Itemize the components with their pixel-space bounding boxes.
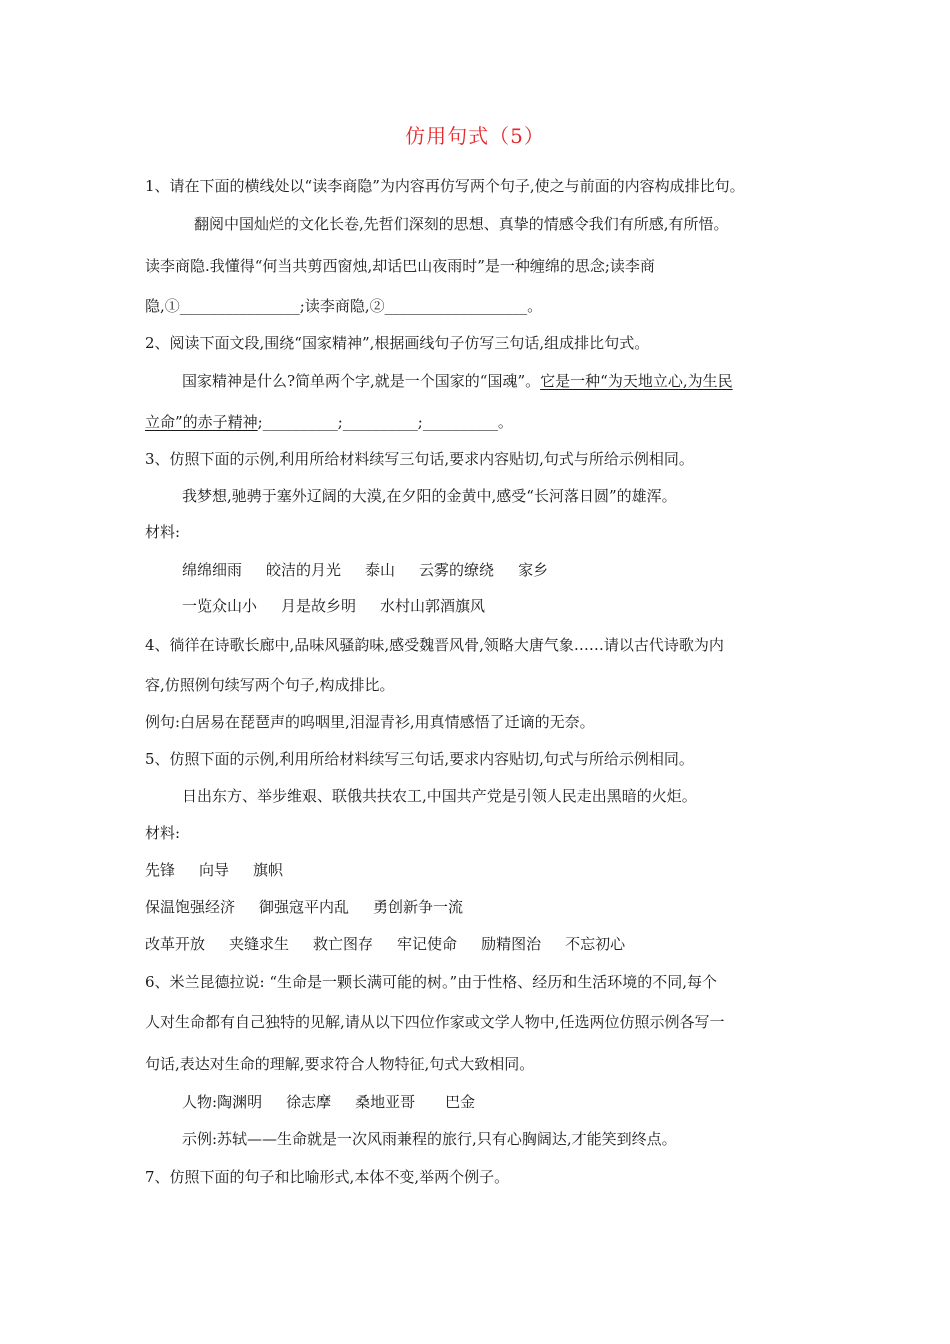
material-item: 救亡图存 bbox=[313, 935, 374, 953]
q5-material-label: 材料: bbox=[145, 824, 181, 842]
q5-material-row3 bbox=[145, 934, 625, 954]
q1-intro: 翻阅中国灿烂的文化长卷,先哲们深刻的思想、真挚的情感令我们有所感,有所悟。 bbox=[194, 215, 729, 233]
q2-text-plain: 国家精神是什么?简单两个字,就是一个国家的“国魂”。 bbox=[182, 372, 541, 390]
material-item: 泰山 bbox=[365, 561, 396, 579]
q3-prompt: 3、仿照下面的示例,利用所给材料续写三句话,要求内容贴切,句式与所给示例相同。 bbox=[145, 450, 694, 468]
page-title: 仿用句式（5） bbox=[405, 124, 545, 148]
q3-material-row1 bbox=[182, 560, 548, 580]
material-item: 云雾的缭绕 bbox=[419, 561, 495, 579]
material-item: 一览众山小 bbox=[182, 597, 258, 615]
material-item: 水村山郭酒旗风 bbox=[380, 597, 486, 615]
person-item: 陶渊明 bbox=[217, 1093, 263, 1111]
q5-material-row1 bbox=[145, 860, 283, 880]
q1-example: 读李商隐.我懂得“何当共剪西窗烛,却话巴山夜雨时”是一种缠绵的思念;读李商 bbox=[145, 257, 655, 275]
material-item: 不忘初心 bbox=[565, 935, 626, 953]
q6-example: 示例:苏轼——生命就是一次风雨兼程的旅行,只有心胸阔达,才能笑到终点。 bbox=[182, 1130, 677, 1148]
q4-prompt-line2: 容,仿照例句续写两个句子,构成排比。 bbox=[145, 676, 395, 694]
q7-prompt: 7、仿照下面的句子和比喻形式,本体不变,举两个例子。 bbox=[145, 1168, 510, 1186]
q4-prompt-line1: 4、徜徉在诗歌长廊中,品味风骚韵味,感受魏晋风骨,领略大唐气象……请以古代诗歌为内 bbox=[145, 636, 724, 654]
material-item: 牢记使命 bbox=[397, 935, 458, 953]
q1-blanks: 隐,①________________;读李商隐,②___________________。 bbox=[145, 297, 543, 315]
q2-text-line2 bbox=[145, 412, 513, 432]
material-item: 旗帜 bbox=[253, 861, 284, 879]
q2-blanks: ;__________;__________;__________。 bbox=[257, 413, 513, 431]
material-item: 皎洁的月光 bbox=[266, 561, 342, 579]
material-item: 御强寇平内乱 bbox=[259, 898, 350, 916]
q2-underlined-sentence-1: 它是一种“为天地立心,为生民 bbox=[540, 372, 733, 390]
q4-example: 例句:白居易在琵琶声的呜咽里,泪湿青衫,用真情感悟了迁谪的无奈。 bbox=[145, 713, 595, 731]
material-item: 夹缝求生 bbox=[229, 935, 290, 953]
q6-prompt-line2: 人对生命都有自己独特的见解,请从以下四位作家或文学人物中,任选两位仿照示例各写一 bbox=[145, 1013, 725, 1031]
q5-example: 日出东方、举步维艰、联俄共扶农工,中国共产党是引领人民走出黑暗的火炬。 bbox=[182, 787, 697, 805]
person-item: 巴金 bbox=[445, 1093, 476, 1111]
material-item: 绵绵细雨 bbox=[182, 561, 243, 579]
material-item: 励精图治 bbox=[481, 935, 542, 953]
q5-prompt: 5、仿照下面的示例,利用所给材料续写三句话,要求内容贴切,句式与所给示例相同。 bbox=[145, 750, 694, 768]
material-item: 家乡 bbox=[518, 561, 549, 579]
person-item: 徐志摩 bbox=[286, 1093, 332, 1111]
q3-material-label: 材料: bbox=[145, 523, 181, 541]
q3-example: 我梦想,驰骋于塞外辽阔的大漠,在夕阳的金黄中,感受“长河落日圆”的雄浑。 bbox=[182, 487, 677, 505]
q6-prompt-line3: 句话,表达对生命的理解,要求符合人物特征,句式大致相同。 bbox=[145, 1055, 535, 1073]
material-item: 改革开放 bbox=[145, 935, 206, 953]
material-item: 先锋 bbox=[145, 861, 176, 879]
q1-prompt: 1、请在下面的横线处以“读李商隐”为内容再仿写两个句子,使之与前面的内容构成排比句。 bbox=[145, 177, 745, 195]
q2-prompt: 2、阅读下面文段,围绕“国家精神”,根据画线句子仿写三句话,组成排比句式。 bbox=[145, 334, 650, 352]
q2-text-line1 bbox=[182, 371, 733, 391]
material-item: 月是故乡明 bbox=[281, 597, 357, 615]
person-item: 桑地亚哥 bbox=[355, 1093, 416, 1111]
q2-underlined-sentence-2: 立命”的赤子精神 bbox=[145, 413, 258, 431]
material-item: 保温饱强经济 bbox=[145, 898, 236, 916]
q6-prompt-line1: 6、米兰昆德拉说: “生命是一颗长满可能的树。”由于性格、经历和生活环境的不同,每个 bbox=[145, 973, 717, 991]
q5-material-row2 bbox=[145, 897, 463, 917]
q6-people bbox=[182, 1092, 475, 1112]
q3-material-row2 bbox=[182, 596, 485, 616]
material-item: 向导 bbox=[199, 861, 230, 879]
people-label: 人物: bbox=[182, 1093, 218, 1111]
material-item: 勇创新争一流 bbox=[373, 898, 464, 916]
